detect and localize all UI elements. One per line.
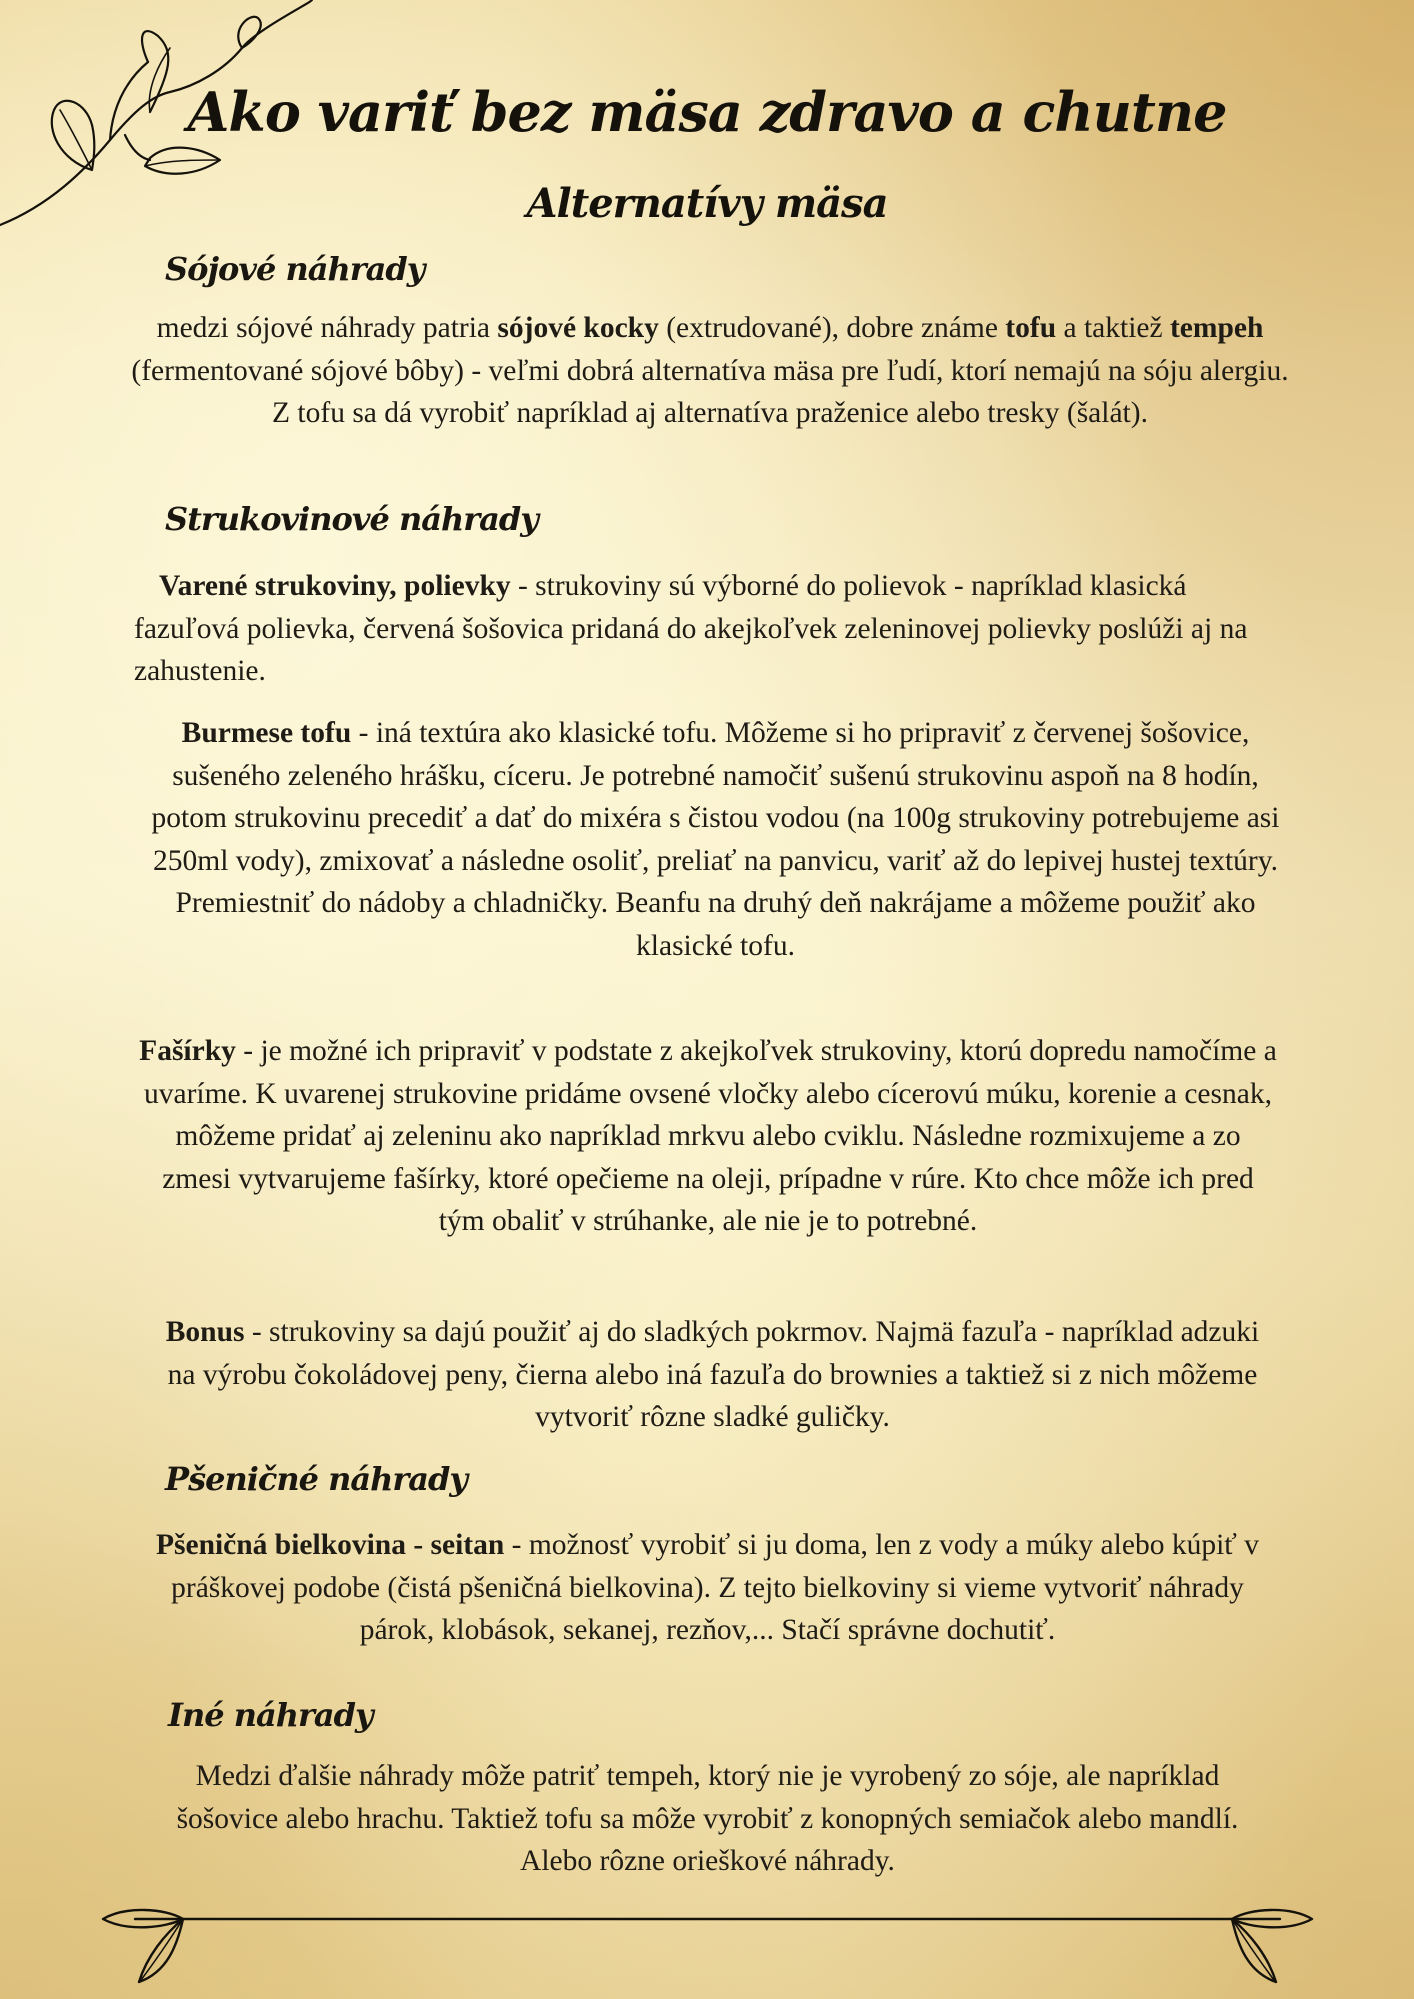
section-paragraph: Pšeničná bielkovina - seitan - možnosť vyrobiť si ju doma, len z vody a múky alebo kúpiť v práškovej podobe (čistá pšeničná bielkovina). Z tejto bielkoviny si vieme vytvoriť náhrady párok, klobások, sekanej, rezňov,... Stačí správne dochutiť.	[155, 1529, 1259, 1646]
page-subtitle: Alternatívy mäsa	[526, 180, 888, 227]
section-paragraph: Varené strukoviny, polievky - strukoviny sú výborné do polievok - napríklad klasická fazuľová polievka, červená šošovica pridaná do akejkoľvek zeleninovej polievky poslúži aj na zahustenie.	[134, 570, 1248, 687]
section-paragraph: Fašírky - je možné ich pripraviť v podstate z akejkoľvek strukoviny, ktorú dopredu namočíme a uvaríme. K uvarenej strukovine pridáme ovsené vločky alebo cícerovú múku, korenie a cesnak, môžeme pridať aj zeleninu ako napríklad mrkvu alebo cviklu. Následne rozmixujeme a zo zmesi vytvarujeme fašírky, ktoré opečieme na oleji, prípadne v rúre. Kto chce môže ich pred tým obaliť v strúhanke, ale nie je to potrebné.	[139, 1035, 1277, 1237]
page-title: Ako variť bez mäsa zdravo a chutne	[187, 80, 1227, 144]
section-heading-other: Iné náhrady	[168, 1696, 373, 1734]
section-paragraph: Medzi ďalšie náhrady môže patriť tempeh, ktorý nie je vyrobený zo sóje, ale napríklad šošovice alebo hrachu. Taktiež tofu sa môže vyrobiť z konopných semiačok alebo mandlí. Alebo rôzne orieškové náhrady.	[176, 1760, 1239, 1877]
section-paragraph: Bonus - strukoviny sa dajú použiť aj do sladkých pokrmov. Najmä fazuľa - napríklad adzuki na výrobu čokoládovej peny, čierna alebo iná fazuľa do brownies a taktiež si z nich môžeme vytvoriť rôzne sladké guličky.	[165, 1316, 1260, 1433]
section-heading-legumes: Strukovinové náhrady	[165, 500, 538, 538]
section-paragraph: Burmese tofu - iná textúra ako klasické tofu. Môžeme si ho pripraviť z červenej šošovice, sušeného zeleného hrášku, cíceru. Je potrebné namočiť sušenú strukovinu aspoň na 8 hodín, potom strukovinu precediť a dať do mixéra s čistou vodou (na 100g strukoviny potrebujeme asi 250ml vody), zmixovať a následne osoliť, preliať na panvicu, variť až do lepivej hustej textúry. Premiestniť do nádoby a chladničky. Beanfu na druhý deň nakrájame a môžeme použiť ako klasické tofu.	[151, 717, 1280, 962]
section-paragraph: medzi sójové náhrady patria sójové kocky (extrudované), dobre známe tofu a taktiež tempeh (fermentované sójové bôby) - veľmi dobrá alternatíva mäsa pre ľudí, ktorí nemajú na sóju alergiu. Z tofu sa dá vyrobiť napríklad aj alternatíva praženice alebo tresky (šalát).	[131, 312, 1289, 429]
section-heading-wheat: Pšeničné náhrady	[165, 1460, 467, 1498]
section-heading-soy: Sójové náhrady	[165, 250, 425, 288]
leaf-divider-icon	[95, 1898, 1320, 1994]
